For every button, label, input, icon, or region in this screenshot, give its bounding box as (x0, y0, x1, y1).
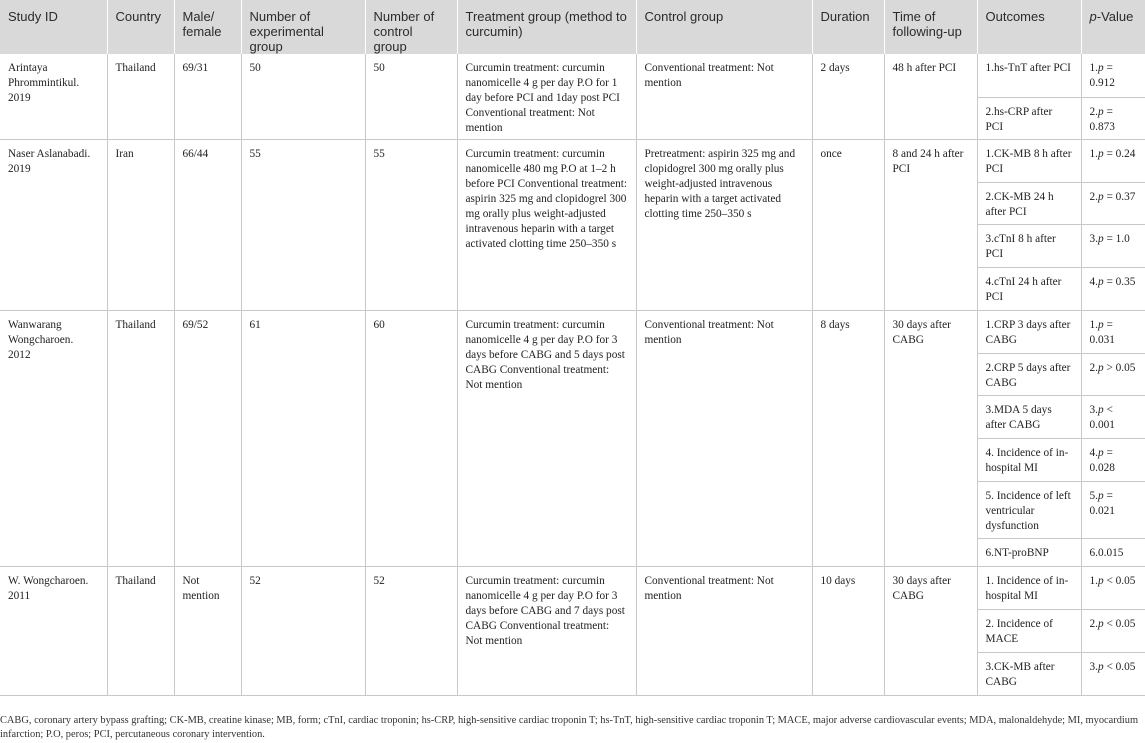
p-value-prefix: 4. (1089, 446, 1098, 459)
follow-up-cell (884, 139, 977, 310)
study-id-cell-text: Naser Aslanabadi. 2019 (8, 147, 91, 175)
treatment-cell (457, 54, 636, 139)
p-symbol: p (1097, 147, 1104, 160)
p-value-prefix: 4. (1089, 275, 1098, 288)
control-group-cell (636, 310, 812, 566)
follow-up-cell (884, 310, 977, 566)
control-n-cell-text: 60 (373, 318, 385, 331)
male-female-cell-text: 69/31 (182, 62, 209, 74)
follow-up-cell (884, 566, 977, 695)
header-control-group: Control group (636, 0, 812, 54)
p-value-number: < 0.05 (1103, 660, 1136, 673)
table-header (0, 0, 1145, 54)
p-symbol: p (1097, 62, 1104, 74)
duration-cell-text: once (820, 147, 842, 160)
outcome-cell: 2. Incidence of MACE (977, 609, 1081, 652)
male-female-cell (174, 310, 241, 566)
table-row (0, 566, 1145, 609)
p-value-prefix: 1. (1089, 318, 1098, 331)
outcome-cell: 4.cTnI 24 h after PCI (977, 267, 1081, 310)
country-cell (107, 310, 174, 566)
p-symbol: p (1097, 446, 1104, 459)
male-female-cell (174, 139, 241, 310)
p-value-cell (1081, 353, 1145, 395)
outcome-cell: 5. Incidence of left ventricular dysfunction (977, 481, 1081, 538)
header-male-female: Male/ female (174, 0, 241, 54)
p-value-prefix: 3. (1089, 660, 1098, 673)
duration-cell (812, 566, 884, 695)
control-n-cell (365, 139, 457, 310)
control-n-cell-text: 52 (373, 574, 385, 587)
p-value-prefix: 1. (1089, 62, 1098, 74)
p-symbol: p (1097, 190, 1104, 203)
experimental-n-cell-text: 50 (249, 62, 261, 74)
outcome-cell: 3.CK-MB after CABG (977, 652, 1081, 695)
header-outcomes: Outcomes (977, 0, 1081, 54)
study-id-cell (0, 54, 107, 139)
treatment-cell-text: Curcumin treatment: curcumin nanomicelle 480 mg P.O at 1–2 h before PCI Conventional treatment: aspirin 325 mg and clopidogrel 300 mg orally plus weight-adjusted intravenous heparin with a target activated clotting time 250–350 s (465, 147, 628, 250)
duration-cell-text: 8 days (820, 318, 850, 331)
country-cell (107, 139, 174, 310)
male-female-cell-text: 66/44 (182, 147, 209, 160)
treatment-cell-text: Curcumin treatment: curcumin nanomicelle 4 g per day P.O for 3 days before CABG and 5 days post CABG Conventional treatment: Not mention (465, 318, 625, 391)
follow-up-cell (884, 54, 977, 139)
duration-cell-text: 2 days (820, 62, 850, 74)
male-female-cell-text: Not mention (182, 574, 220, 602)
table-row (0, 139, 1145, 182)
p-value-suffix: -Value (1096, 9, 1134, 24)
male-female-cell (174, 566, 241, 695)
study-id-cell (0, 310, 107, 566)
outcome-cell: 1.CK-MB 8 h after PCI (977, 139, 1081, 182)
control-group-cell-text: Conventional treatment: Not mention (644, 574, 774, 602)
p-value-cell (1081, 438, 1145, 481)
treatment-cell (457, 139, 636, 310)
experimental-n-cell (241, 566, 365, 695)
p-symbol: p (1097, 275, 1104, 288)
control-group-cell-text: Pretreatment: aspirin 325 mg and clopidogrel 300 mg orally plus weight-adjusted intravenous heparin with a target activated clotting time 250–350 s (644, 147, 796, 220)
p-italic: p (1089, 9, 1097, 24)
p-value-prefix: 2. (1089, 617, 1098, 630)
header-study-id: Study ID (0, 0, 107, 54)
p-value-cell (1081, 267, 1145, 310)
experimental-n-cell (241, 54, 365, 139)
p-symbol: p (1097, 232, 1104, 245)
outcome-cell: 3.cTnI 8 h after PCI (977, 224, 1081, 267)
p-value-cell (1081, 54, 1145, 97)
p-value-number: = 0.24 (1103, 147, 1136, 160)
p-value-cell (1081, 481, 1145, 538)
p-value-cell (1081, 609, 1145, 652)
experimental-n-cell (241, 310, 365, 566)
outcome-cell: 2.hs-CRP after PCI (977, 97, 1081, 139)
treatment-cell (457, 566, 636, 695)
header-treatment: Treatment group (method to curcumin) (457, 0, 636, 54)
p-value-prefix: 2. (1089, 361, 1098, 374)
p-value-prefix: 3. (1089, 403, 1098, 416)
header-follow-up: Time of following-up (884, 0, 977, 54)
control-group-cell-text: Conventional treatment: Not mention (644, 62, 774, 89)
duration-cell-text: 10 days (820, 574, 856, 587)
treatment-cell-text: Curcumin treatment: curcumin nanomicelle 4 g per day P.O for 3 days before CABG and 7 days post CABG Conventional treatment: Not mention (465, 574, 625, 647)
table-body (0, 54, 1145, 695)
p-symbol: p (1097, 105, 1104, 118)
country-cell-text: Thailand (115, 574, 156, 587)
duration-cell (812, 139, 884, 310)
control-group-cell (636, 54, 812, 139)
p-value-cell (1081, 139, 1145, 182)
outcome-cell: 2.CRP 5 days after CABG (977, 353, 1081, 395)
control-n-cell (365, 310, 457, 566)
outcome-cell: 6.NT-proBNP (977, 538, 1081, 566)
country-cell (107, 566, 174, 695)
p-value-number: = 0.912 (1089, 62, 1115, 89)
experimental-n-cell-text: 55 (249, 147, 261, 160)
follow-up-cell-text: 8 and 24 h after PCI (892, 147, 964, 175)
p-value-number: < 0.05 (1103, 617, 1136, 630)
control-group-cell-text: Conventional treatment: Not mention (644, 318, 774, 346)
p-value-prefix: 1. (1089, 147, 1098, 160)
header-experimental-n: Number of experimental group (241, 0, 365, 54)
p-value-number: = 0.028 (1089, 446, 1115, 474)
experimental-n-cell-text: 52 (249, 574, 261, 587)
experimental-n-cell (241, 139, 365, 310)
table-row (0, 54, 1145, 97)
control-group-cell (636, 566, 812, 695)
header-country: Country (107, 0, 174, 54)
p-symbol: p (1097, 489, 1104, 502)
outcome-cell: 3.MDA 5 days after CABG (977, 395, 1081, 438)
country-cell (107, 54, 174, 139)
p-value-number: = 1.0 (1103, 232, 1130, 245)
p-value-number: > 0.05 (1103, 361, 1136, 374)
experimental-n-cell-text: 61 (249, 318, 261, 331)
outcome-cell: 1. Incidence of in-hospital MI (977, 566, 1081, 609)
header-control-n: Number of control group (365, 0, 457, 54)
p-value-prefix: 3. (1089, 232, 1098, 245)
control-n-cell-text: 55 (373, 147, 385, 160)
control-group-cell (636, 139, 812, 310)
control-n-cell (365, 566, 457, 695)
p-value-number: = 0.021 (1089, 489, 1115, 517)
p-value-prefix: 2. (1089, 105, 1098, 118)
header-p-value (1081, 0, 1145, 54)
male-female-cell (174, 54, 241, 139)
p-value-prefix: 2. (1089, 190, 1098, 203)
p-value-number: = 0.873 (1089, 105, 1115, 133)
p-value-cell (1081, 182, 1145, 224)
p-value-cell (1081, 224, 1145, 267)
control-n-cell-text: 50 (373, 62, 385, 74)
p-value-number: = 0.35 (1103, 275, 1136, 288)
outcome-cell: 1.CRP 3 days after CABG (977, 310, 1081, 353)
header-row (0, 0, 1145, 54)
p-symbol: p (1097, 574, 1104, 587)
header-duration: Duration (812, 0, 884, 54)
country-cell-text: Thailand (115, 318, 156, 331)
treatment-cell-text: Curcumin treatment: curcumin nanomicelle 4 g per day P.O for 1 day before PCI and 1day post PCI Conventional treatment: Not mention (465, 62, 620, 134)
study-id-cell (0, 566, 107, 695)
country-cell-text: Thailand (115, 62, 156, 74)
table-row (0, 310, 1145, 353)
p-value-cell (1081, 97, 1145, 139)
duration-cell (812, 310, 884, 566)
follow-up-cell-text: 30 days after CABG (892, 574, 951, 602)
p-value-prefix: 5. (1089, 489, 1098, 502)
p-symbol: p (1097, 318, 1104, 331)
p-symbol: p (1097, 660, 1104, 673)
outcome-cell: 4. Incidence of in-hospital MI (977, 438, 1081, 481)
p-value-prefix: 6.0.015 (1089, 546, 1124, 559)
p-value-cell (1081, 310, 1145, 353)
p-symbol: p (1097, 403, 1104, 416)
p-value-number: < 0.001 (1089, 403, 1115, 431)
study-id-cell-text: W. Wongcharoen. 2011 (8, 574, 89, 602)
p-symbol: p (1097, 617, 1104, 630)
p-value-cell (1081, 538, 1145, 566)
table-footnote: CABG, coronary artery bypass grafting; CK-MB, creatine kinase; MB, form; cTnI, cardiac troponin; hs-CRP, high-sensitive cardiac troponin T; hs-TnT, high-sensitive cardiac troponin T; MACE, major adverse cardiovascular events; MDA, malonaldehyde; MI, myocardium infarction; P.O, peros; PCI, percutaneous coronary intervention. (0, 715, 1139, 740)
control-n-cell (365, 54, 457, 139)
p-value-prefix: 1. (1089, 574, 1098, 587)
study-id-cell-text: Wanwarang Wongcharoen. 2012 (8, 318, 74, 361)
outcome-cell: 1.hs-TnT after PCI (977, 54, 1081, 97)
p-value-number: < 0.05 (1103, 574, 1136, 587)
p-value-cell (1081, 652, 1145, 695)
outcome-cell: 2.CK-MB 24 h after PCI (977, 182, 1081, 224)
duration-cell (812, 54, 884, 139)
p-value-cell (1081, 566, 1145, 609)
p-value-number: = 0.031 (1089, 318, 1115, 346)
country-cell-text: Iran (115, 147, 134, 160)
treatment-cell (457, 310, 636, 566)
male-female-cell-text: 69/52 (182, 318, 209, 331)
study-id-cell (0, 139, 107, 310)
p-value-number: = 0.37 (1103, 190, 1136, 203)
p-symbol: p (1097, 361, 1104, 374)
follow-up-cell-text: 30 days after CABG (892, 318, 951, 346)
follow-up-cell-text: 48 h after PCI (892, 62, 957, 74)
p-value-cell (1081, 395, 1145, 438)
study-id-cell-text: Arintaya Phrommintikul. 2019 (8, 62, 80, 104)
